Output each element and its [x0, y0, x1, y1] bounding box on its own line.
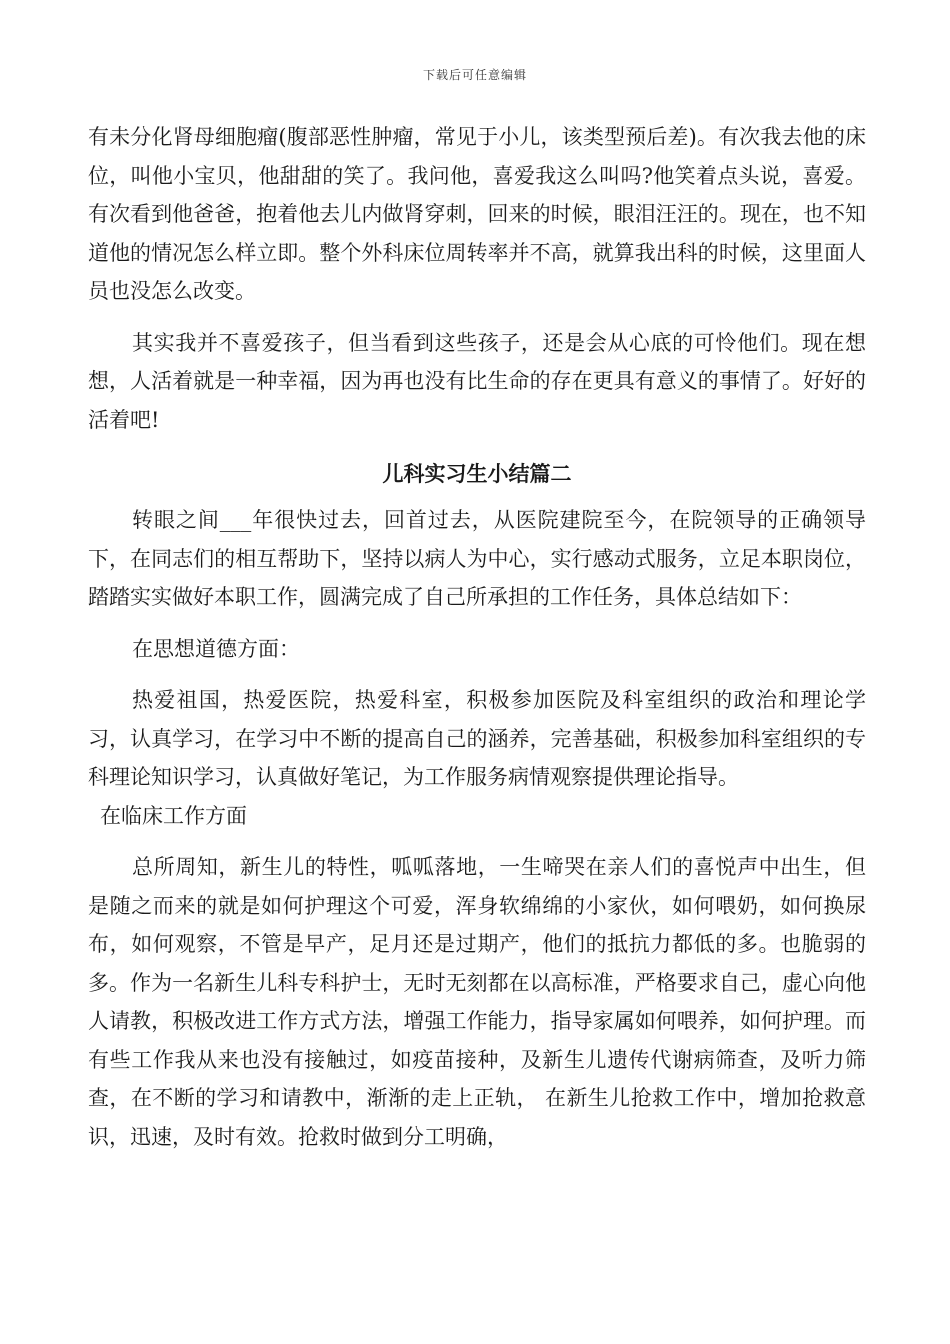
paragraph-clinical-work: 总所周知，新生儿的特性，呱呱落地，一生啼哭在亲人们的喜悦声中出生，但是随之而来的就是如何护理这个可爱，浑身软绵绵的小家伙，如何喂奶，如何换尿布，如何观察，不管是早产，足月还是过期产，他们的抵抗力都低的多。也脆弱的多。作为一名新生儿科专科护士，无时无刻都在以高标准，严格要求自己，虚心向他人请教，积极改进工作方式方法，增强工作能力，指导家属如何喂养，如何护理。而有些工作我从来也没有接触过，如疫苗接种，及新生儿遗传代谢病筛查，及听力筛查，在不断的学习和请教中，渐渐的走上正轨， 在新生儿抢救工作中，增加抢救意识，迅速，及时有效。抢救时做到分工明确， [88, 855, 866, 1149]
paragraph-intro: 转眼之间___年很快过去，回首过去，从医院建院至今，在院领导的正确领导下，在同志们的相互帮助下，坚持以病人为中心，实行感动式服务，立足本职岗位，踏踏实实做好本职工作，圆满完成了自己所承担的工作任务，具体总结如下： [88, 508, 866, 609]
paragraph-ethics-body [88, 681, 866, 835]
clinical-work-heading: 在临床工作方面 [100, 803, 247, 828]
page-header: 下载后可任意编辑 [422, 68, 527, 82]
document-body [88, 118, 866, 1156]
paragraph-reflection: 其实我并不喜爱孩子，但当看到这些孩子，还是会从心底的可怜他们。现在想想，人活着就是一种幸福，因为再也没有比生命的存在更具有意义的事情了。好好的活着吧! [88, 330, 866, 432]
ethics-body-text: 热爱祖国，热爱医院，热爱科室，积极参加医院及科室组织的政治和理论学习，认真学习，在学习中不断的提高自己的涵养，完善基础，积极参加科室组织的专科理论知识学习，认真做好笔记，为工作服务病情观察提供理论指导。 [88, 688, 866, 789]
paragraph-continuation: 有未分化肾母细胞瘤(腹部恶性肿瘤，常见于小儿，该类型预后差)。有次我去他的床位，叫他小宝贝，他甜甜的笑了。我问他，喜爱我这么叫吗?他笑着点头说，喜爱。有次看到他爸爸，抱着他去儿内做肾穿刺，回来的时候，眼泪汪汪的。现在，也不知道他的情况怎么样立即。整个外科床位周转率并不高，就算我出科的时候，这里面人员也没怎么改变。 [88, 125, 866, 303]
paragraph-ethics-heading: 在思想道德方面： [132, 636, 300, 661]
section-title: 儿科实习生小结篇二 [382, 461, 572, 486]
